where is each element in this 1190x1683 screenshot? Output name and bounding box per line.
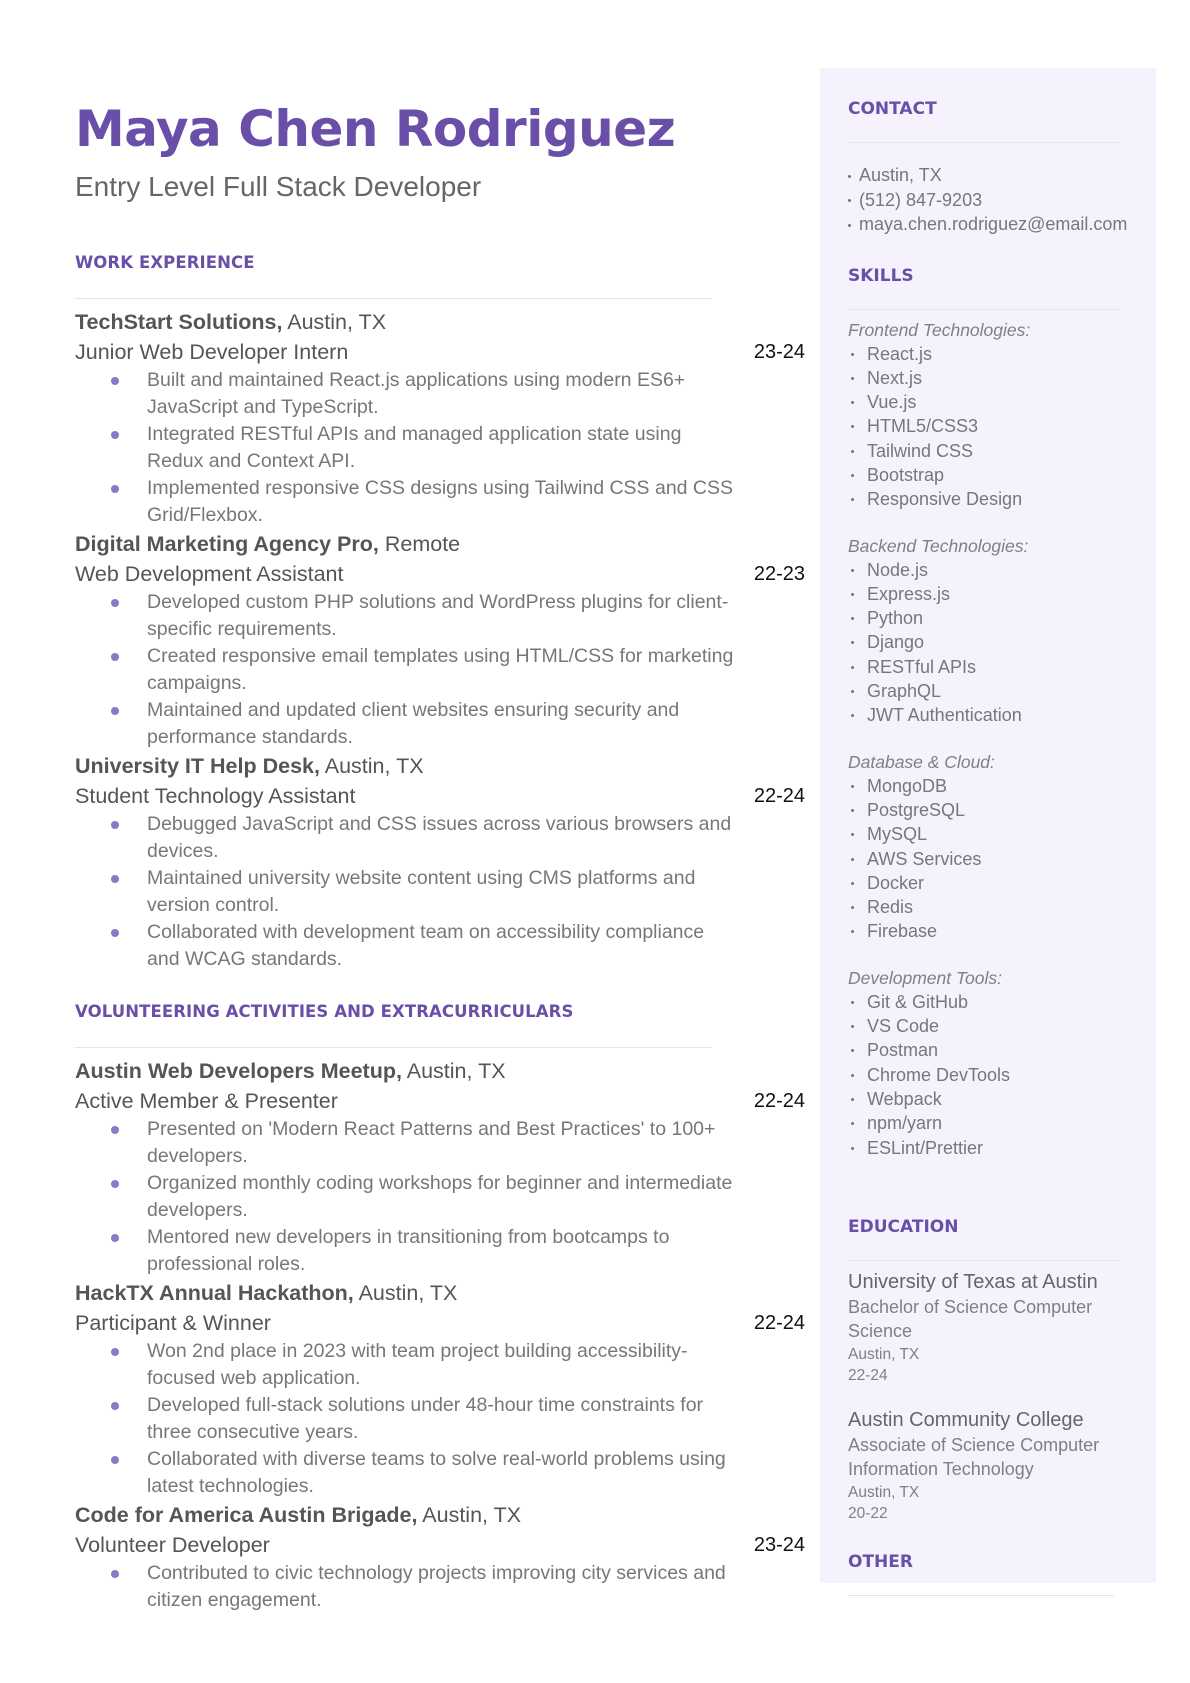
skill-text: GraphQL (867, 681, 942, 702)
degree-name: Associate of Science Computer Information Technology (848, 1434, 1100, 1480)
bullet-text: Organized monthly coding workshops for beginner and intermediate developers. (147, 1172, 733, 1221)
skill-text: Bootstrap (867, 464, 945, 485)
skill-item (848, 1111, 1148, 1135)
bullet-dot-icon (851, 593, 854, 596)
candidate-title: Entry Level Full Stack Developer (75, 171, 482, 202)
skill-text: npm/yarn (867, 1113, 943, 1134)
bullet-dot-icon (851, 474, 854, 477)
skill-text: VS Code (867, 1016, 940, 1037)
skill-text: Docker (867, 872, 925, 893)
candidate-name: Maya Chen Rodriguez (75, 100, 676, 158)
skill-text: Chrome DevTools (867, 1064, 1011, 1085)
skill-item (848, 342, 1148, 366)
bullet-dot-icon (111, 431, 119, 439)
education-entry (848, 1407, 1148, 1525)
section-heading-education: EDUCATION (848, 1216, 959, 1237)
bullet-text: Maintained university website content using CMS platforms and version control. (147, 867, 696, 916)
bullet-dot-icon (851, 1147, 854, 1150)
education-dates: 22-24 (848, 1367, 888, 1385)
role-line (75, 1308, 805, 1338)
bullet-item (147, 1224, 805, 1278)
section-divider (75, 298, 712, 299)
date-range: 22-24 (753, 1090, 805, 1112)
skill-text: Tailwind CSS (867, 440, 974, 461)
skill-item (848, 487, 1148, 511)
skill-group (848, 750, 1148, 944)
skill-item (848, 774, 1148, 798)
bullet-item (147, 367, 805, 421)
education-entry (848, 1269, 1148, 1387)
skill-text: Responsive Design (867, 489, 1023, 510)
skill-text: MongoDB (867, 775, 948, 796)
contact-section (848, 68, 1148, 237)
bullet-dot-icon (851, 930, 854, 933)
skill-item (848, 1038, 1148, 1062)
bullet-dot-icon (111, 599, 119, 607)
degree-name: Bachelor of Science Computer Science (848, 1296, 1093, 1342)
school-name: University of Texas at Austin (848, 1270, 1098, 1293)
bullet-dot-icon (111, 1402, 119, 1410)
bullet-dot-icon (851, 858, 854, 861)
bullet-dot-icon (111, 377, 119, 385)
bullet-item (147, 1338, 805, 1392)
skill-text: Firebase (867, 921, 938, 942)
bullet-dot-icon (851, 785, 854, 788)
skill-text: Node.js (867, 559, 929, 580)
bullet-dot-icon (851, 666, 854, 669)
bullet-item (147, 919, 805, 973)
bullet-item (147, 475, 805, 529)
skill-item (848, 895, 1148, 919)
section-divider (848, 1595, 1114, 1596)
volunteering-entries (75, 1056, 805, 1614)
skill-item (848, 679, 1148, 703)
skill-text: Python (867, 608, 924, 629)
role-title: Junior Web Developer Intern (75, 340, 349, 364)
section-heading-work: WORK EXPERIENCE (75, 253, 255, 272)
role-title: Web Development Assistant (75, 562, 344, 586)
skill-item (848, 463, 1148, 487)
bullet-dot-icon (851, 1025, 854, 1028)
skill-text: RESTful APIs (867, 656, 977, 677)
bullet-list (75, 589, 805, 751)
organization-name: Austin Web Developers Meetup, (75, 1059, 402, 1083)
skill-groups (848, 318, 1148, 1160)
bullet-text: Mentored new developers in transitioning from bootcamps to professional roles. (147, 1226, 670, 1275)
role-line (75, 337, 805, 367)
skill-text: Django (867, 632, 925, 653)
skill-group-label: Backend Technologies: (848, 535, 1029, 556)
bullet-dot-icon (111, 875, 119, 883)
skill-text: Webpack (867, 1088, 942, 1109)
bullet-dot-icon (111, 1348, 119, 1356)
bullet-text: Integrated RESTful APIs and managed application state using Redux and Context API. (147, 423, 682, 472)
skill-text: Express.js (867, 583, 951, 604)
experience-entry (75, 307, 805, 529)
bullet-item (147, 1560, 805, 1614)
organization-line (75, 1278, 805, 1308)
bullet-item (147, 1116, 805, 1170)
skill-item (848, 439, 1148, 463)
bullet-dot-icon (851, 569, 854, 572)
experience-entry (75, 1056, 805, 1278)
organization-line (75, 751, 805, 781)
contact-item (848, 163, 1148, 188)
experience-entry (75, 1500, 805, 1614)
skill-group-label: Database & Cloud: (848, 751, 995, 772)
bullet-text: Collaborated with development team on accessibility compliance and WCAG standards. (147, 921, 705, 970)
skill-item (848, 390, 1148, 414)
section-heading-contact: CONTACT (848, 99, 937, 119)
skill-text: JWT Authentication (867, 705, 1022, 726)
skill-text: Redis (867, 897, 914, 918)
bullet-item (147, 1170, 805, 1224)
skill-item (848, 871, 1148, 895)
bullet-dot-icon (851, 1049, 854, 1052)
bullet-item (147, 589, 805, 643)
contact-list (848, 163, 1148, 237)
organization-name: TechStart Solutions, (75, 310, 283, 334)
bullet-dot-icon (851, 1074, 854, 1077)
skill-text: Next.js (867, 367, 923, 388)
bullet-dot-icon (111, 485, 119, 493)
role-line (75, 1530, 805, 1560)
volunteering-section (75, 1001, 805, 1614)
organization-line (75, 1056, 805, 1086)
date-range: 22-23 (753, 563, 805, 585)
bullet-text: Created responsive email templates using HTML/CSS for marketing campaigns. (147, 645, 734, 694)
skill-text: React.js (867, 343, 933, 364)
bullet-dot-icon (851, 1001, 854, 1004)
bullet-text: Built and maintained React.js applications using modern ES6+ JavaScript and TypeScript. (147, 369, 686, 418)
section-divider (75, 1047, 712, 1048)
skill-item (848, 990, 1148, 1014)
bullet-dot-icon (111, 1180, 119, 1188)
skill-item (848, 919, 1148, 943)
skill-item (848, 1014, 1148, 1038)
skills-section (848, 265, 1148, 1160)
bullet-item (147, 865, 805, 919)
skill-item (848, 630, 1148, 654)
main-column (75, 96, 805, 1614)
organization-name: Code for America Austin Brigade, (75, 1503, 418, 1527)
bullet-dot-icon (851, 401, 854, 404)
organization-line (75, 529, 805, 559)
bullet-text: Implemented responsive CSS designs using Tailwind CSS and CSS Grid/Flexbox. (147, 477, 734, 526)
role-line (75, 559, 805, 589)
bullet-dot-icon (111, 707, 119, 715)
sidebar (848, 68, 1148, 1596)
skill-item (848, 822, 1148, 846)
role-title: Active Member & Presenter (75, 1089, 338, 1113)
skill-text: PostgreSQL (867, 799, 966, 820)
contact-text: maya.chen.rodriguez@email.com (859, 214, 1128, 234)
bullet-dot-icon (851, 882, 854, 885)
bullet-dot-icon (111, 821, 119, 829)
bullet-dot-icon (848, 175, 851, 178)
bullet-item (147, 421, 805, 475)
bullet-text: Won 2nd place in 2023 with team project building accessibility-focused web application. (147, 1340, 688, 1389)
skill-item (848, 558, 1148, 582)
bullet-text: Collaborated with diverse teams to solve real-world problems using latest technologies. (147, 1448, 726, 1497)
bullet-item (147, 643, 805, 697)
section-heading-volunteering: VOLUNTEERING ACTIVITIES AND EXTRACURRICULARS (75, 1002, 574, 1021)
role-line (75, 1086, 805, 1116)
bullet-dot-icon (851, 353, 854, 356)
bullet-dot-icon (111, 1570, 119, 1578)
skill-text: HTML5/CSS3 (867, 416, 979, 437)
bullet-dot-icon (111, 653, 119, 661)
experience-entry (75, 751, 805, 973)
school-location: Austin, TX (848, 1345, 920, 1363)
skill-list (848, 990, 1148, 1160)
skill-item (848, 1136, 1148, 1160)
date-range: 23-24 (753, 1534, 805, 1556)
section-divider (848, 309, 1122, 310)
bullet-list (75, 367, 805, 529)
work-experience-section (75, 252, 805, 973)
skill-text: ESLint/Prettier (867, 1137, 984, 1158)
contact-text: Austin, TX (859, 165, 942, 185)
skill-list (848, 774, 1148, 944)
bullet-dot-icon (851, 809, 854, 812)
skill-item (848, 414, 1148, 438)
experience-entry (75, 529, 805, 751)
skill-text: Vue.js (867, 392, 917, 413)
bullet-dot-icon (848, 199, 851, 202)
work-entries (75, 307, 805, 973)
skill-group (848, 318, 1148, 512)
school-name: Austin Community College (848, 1408, 1084, 1431)
bullet-dot-icon (848, 224, 851, 227)
skill-text: MySQL (867, 824, 928, 845)
bullet-dot-icon (851, 906, 854, 909)
contact-item (848, 212, 1148, 237)
organization-name: HackTX Annual Hackathon, (75, 1281, 354, 1305)
school-location: Austin, TX (848, 1483, 920, 1501)
bullet-item (147, 1446, 805, 1500)
experience-entry (75, 1278, 805, 1500)
date-range: 23-24 (753, 341, 805, 363)
skill-item (848, 366, 1148, 390)
skill-item (848, 1063, 1148, 1087)
education-dates: 20-22 (848, 1505, 888, 1523)
skill-list (848, 558, 1148, 728)
education-entries (848, 1269, 1148, 1525)
bullet-list (75, 1338, 805, 1500)
skill-group-label: Development Tools: (848, 967, 1003, 988)
bullet-dot-icon (111, 1234, 119, 1242)
bullet-dot-icon (851, 1122, 854, 1125)
bullet-text: Debugged JavaScript and CSS issues across various browsers and devices. (147, 813, 732, 862)
bullet-dot-icon (851, 425, 854, 428)
skill-item (848, 798, 1148, 822)
bullet-list (75, 811, 805, 973)
role-title: Participant & Winner (75, 1311, 271, 1335)
organization-location: Remote (384, 532, 461, 556)
skill-item (848, 1087, 1148, 1111)
bullet-item (147, 697, 805, 751)
skill-text: AWS Services (867, 848, 982, 869)
organization-location: Austin, TX (406, 1059, 506, 1083)
bullet-text: Contributed to civic technology projects improving city services and citizen engagement. (147, 1562, 726, 1611)
bullet-text: Developed full-stack solutions under 48-hour time constraints for three consecutive years. (147, 1394, 704, 1443)
section-divider (848, 142, 1122, 143)
skill-text: Postman (867, 1040, 939, 1061)
skill-list (848, 342, 1148, 512)
skill-item (848, 582, 1148, 606)
organization-location: Austin, TX (358, 1281, 458, 1305)
bullet-text: Developed custom PHP solutions and WordPress plugins for client-specific requirements. (147, 591, 729, 640)
bullet-dot-icon (851, 617, 854, 620)
organization-line (75, 307, 805, 337)
organization-line (75, 1500, 805, 1530)
bullet-dot-icon (851, 377, 854, 380)
bullet-dot-icon (851, 1098, 854, 1101)
contact-text: (512) 847-9203 (859, 189, 983, 210)
bullet-dot-icon (851, 833, 854, 836)
organization-location: Austin, TX (422, 1503, 522, 1527)
role-title: Volunteer Developer (75, 1533, 270, 1557)
bullet-list (75, 1560, 805, 1614)
organization-location: Austin, TX (287, 310, 387, 334)
skill-item (848, 655, 1148, 679)
skill-item (848, 703, 1148, 727)
date-range: 22-24 (753, 1312, 805, 1334)
bullet-dot-icon (851, 714, 854, 717)
skill-item (848, 606, 1148, 630)
role-title: Student Technology Assistant (75, 784, 356, 808)
education-section (848, 1216, 1148, 1525)
bullet-dot-icon (851, 450, 854, 453)
organization-name: Digital Marketing Agency Pro, (75, 532, 379, 556)
organization-location: Austin, TX (324, 754, 424, 778)
bullet-dot-icon (851, 690, 854, 693)
bullet-text: Maintained and updated client websites ensuring security and performance standards. (147, 699, 680, 748)
bullet-dot-icon (111, 1456, 119, 1464)
bullet-list (75, 1116, 805, 1278)
organization-name: University IT Help Desk, (75, 754, 320, 778)
bullet-item (147, 1392, 805, 1446)
role-line (75, 781, 805, 811)
skill-item (848, 847, 1148, 871)
bullet-item (147, 811, 805, 865)
section-heading-skills: SKILLS (848, 265, 914, 286)
bullet-dot-icon (851, 641, 854, 644)
other-section (848, 1551, 1148, 1596)
bullet-dot-icon (111, 1126, 119, 1134)
bullet-dot-icon (111, 929, 119, 937)
bullet-text: Presented on 'Modern React Patterns and Best Practices' to 100+ developers. (147, 1118, 716, 1167)
section-divider (848, 1260, 1122, 1261)
section-heading-other: OTHER (848, 1551, 913, 1572)
date-range: 22-24 (753, 785, 805, 807)
bullet-dot-icon (851, 498, 854, 501)
contact-item (848, 188, 1148, 213)
skill-group-label: Frontend Technologies: (848, 319, 1031, 340)
skill-group (848, 966, 1148, 1160)
skill-text: Git & GitHub (867, 991, 969, 1012)
skill-group (848, 534, 1148, 728)
